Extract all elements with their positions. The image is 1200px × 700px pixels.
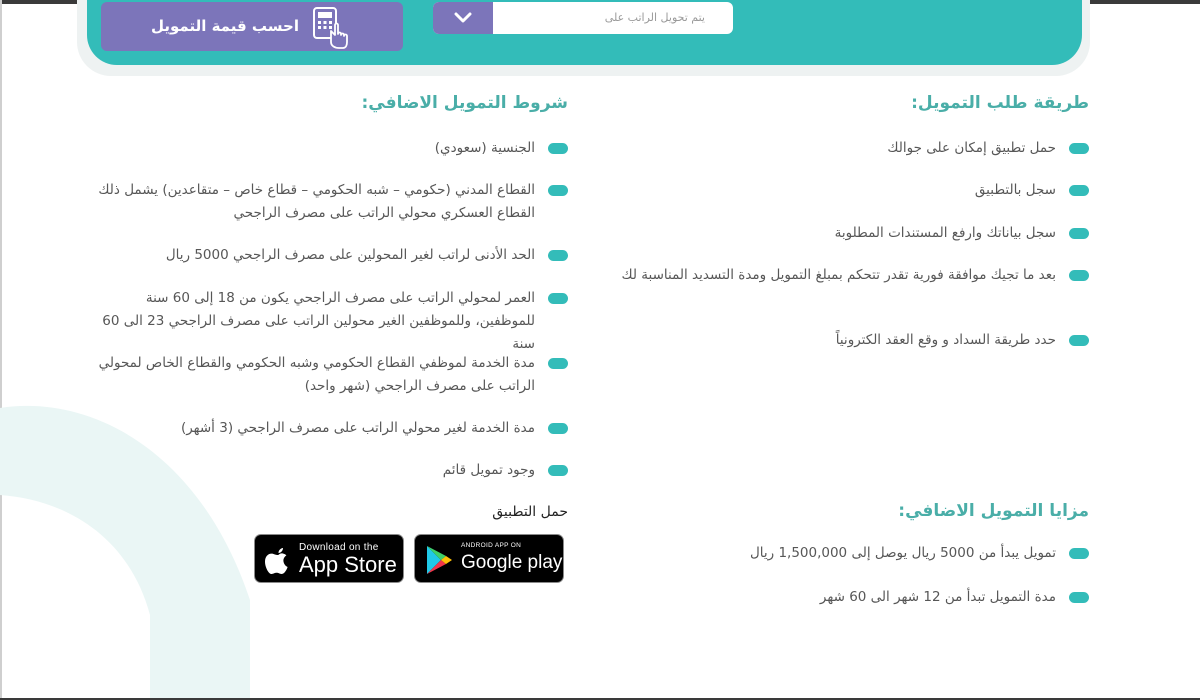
- condition-text: مدة الخدمة لموظفي القطاع الحكومي وشبه الحكومي والقطاع الخاص لمحولي الراتب على مصرف الراجحي (شهر واحد): [98, 355, 535, 394]
- google-play-main-text: Google play: [461, 552, 563, 573]
- application-step-item: [609, 222, 1089, 245]
- calculate-financing-button-label: احسب قيمة التمويل: [150, 17, 299, 35]
- condition-text: الجنسية (سعودي): [434, 140, 535, 156]
- bullet-pill: [548, 465, 568, 476]
- application-step-text: سجل بالتطبيق: [974, 182, 1056, 198]
- condition-text: مدة الخدمة لغير محولي الراتب على مصرف الراجحي (3 أشهر): [180, 420, 535, 436]
- app-store-main-text: App Store: [299, 552, 397, 577]
- bullet-pill: [1069, 270, 1089, 281]
- condition-item: [98, 244, 568, 267]
- benefits-title: مزايا التمويل الاضافي:: [898, 501, 1089, 521]
- application-step-text: حمل تطبيق إمكان على جوالك: [887, 140, 1056, 156]
- benefit-item: [609, 542, 1089, 565]
- bullet-pill: [1069, 548, 1089, 559]
- bullet-pill: [548, 250, 568, 261]
- condition-text: القطاع المدني (حكومي – شبه الحكومي – قطاع خاص – متقاعدين) يشمل ذلك القطاع العسكري محولي الراتب على مصرف الراجحي: [98, 182, 535, 221]
- bullet-pill: [1069, 143, 1089, 154]
- application-step-item: [609, 137, 1089, 160]
- bullet-pill: [1069, 592, 1089, 603]
- bullet-pill: [1069, 185, 1089, 196]
- benefit-text: مدة التمويل تبدأ من 12 شهر الى 60 شهر: [819, 589, 1056, 605]
- google-play-top-text: ANDROID APP ON: [461, 542, 522, 549]
- condition-text: الحد الأدنى لراتب لغير المحولين على مصرف الراجحي 5000 ريال: [165, 247, 535, 263]
- app-store-top-text: Download on the: [299, 542, 379, 553]
- bullet-pill: [1069, 335, 1089, 346]
- calculate-financing-button[interactable]: [101, 2, 403, 51]
- application-step-item: [609, 329, 1089, 352]
- condition-text: العمر لمحولي الراتب على مصرف الراجحي يكون من 18 إلى 60 سنة للموظفين، وللموظفين الغير محولين الراتب على مصرف الراجحي 23 الى 60 سنة: [102, 290, 535, 352]
- application-step-text: سجل بياناتك وارفع المستندات المطلوبة: [834, 225, 1056, 241]
- google-play-badge[interactable]: [414, 534, 564, 583]
- condition-item: [98, 417, 568, 440]
- bullet-pill: [1069, 228, 1089, 239]
- bullet-pill: [548, 423, 568, 434]
- decorative-arch-shape: [0, 400, 260, 700]
- google-play-logo-icon: [425, 545, 453, 575]
- select-toggle-button[interactable]: [433, 2, 493, 34]
- application-step-text: بعد ما تجيك موافقة فورية تقدر تتحكم بمبلغ التمويل ومدة التسديد المناسبة لك: [621, 267, 1056, 283]
- app-store-badge[interactable]: [254, 534, 404, 583]
- apple-logo-icon: [264, 544, 292, 576]
- salary-bank-select[interactable]: [433, 2, 733, 34]
- download-app-title: حمل التطبيق: [492, 504, 568, 520]
- condition-item: [98, 287, 568, 356]
- condition-item: [98, 459, 568, 482]
- benefit-item: [609, 586, 1089, 609]
- salary-bank-select-placeholder: يتم تحويل الراتب على: [604, 11, 705, 24]
- bullet-pill: [548, 293, 568, 304]
- application-step-text: حدد طريقة السداد و وقع العقد الكترونياً: [835, 332, 1056, 348]
- condition-item: [98, 179, 568, 225]
- condition-item: [98, 137, 568, 160]
- chevron-down-icon: [454, 12, 472, 24]
- condition-text: وجود تمويل قائم: [442, 462, 535, 478]
- conditions-title: شروط التمويل الاضافي:: [361, 93, 568, 113]
- application-steps-title: طريقة طلب التمويل:: [911, 93, 1089, 113]
- bullet-pill: [548, 143, 568, 154]
- condition-item: [98, 352, 568, 398]
- application-step-item: [609, 179, 1089, 202]
- bullet-pill: [548, 185, 568, 196]
- calculator-hand-icon: [309, 5, 349, 49]
- benefit-text: تمويل يبدأ من 5000 ريال يوصل إلى 1,500,000 ريال: [749, 545, 1056, 561]
- application-step-item: [609, 264, 1089, 287]
- bullet-pill: [548, 358, 568, 369]
